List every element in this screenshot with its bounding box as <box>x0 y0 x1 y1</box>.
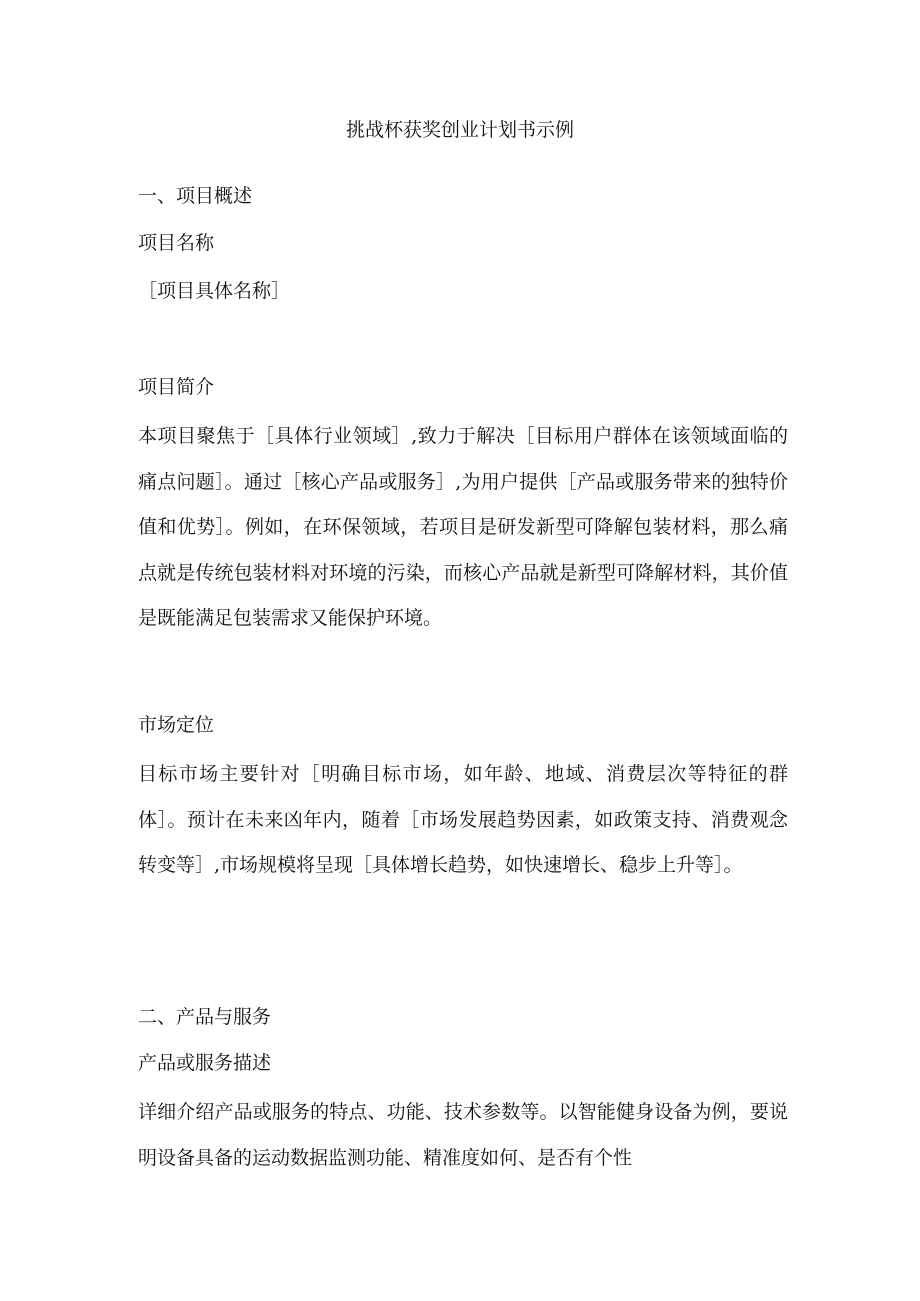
section-heading-overview: 一、项目概述 <box>138 185 253 207</box>
project-name-value: ［项目具体名称］ <box>138 280 291 302</box>
project-intro-paragraph: 本项目聚焦于［具体行业领域］,致力于解决［目标用户群体在该领域面临的痛点问题］。通过［核心产品或服务］,为用户提供［产品或服务带来的独特价值和优势］。例如，在环保领域，若项目是研发新型可降解包装材料，那么痛点就是传统包装材料对环境的污染，而核心产品就是新型可降解材料，其价值是既能满足包装需求又能保护环境。 <box>138 425 788 629</box>
project-name-heading: 项目名称 <box>138 232 215 254</box>
product-description-heading: 产品或服务描述 <box>138 1052 272 1074</box>
market-positioning-paragraph: 目标市场主要针对［明确目标市场，如年龄、地域、消费层次等特征的群体］。预计在未来凶年内，随着［市场发展趋势因素，如政策支持、消费观念转变等］,市场规模将呈现［具体增长趋势，如快速增长、稳步上升等］。 <box>138 763 788 876</box>
market-positioning-heading: 市场定位 <box>138 714 215 736</box>
section-heading-products: 二、产品与服务 <box>138 1006 272 1028</box>
project-intro-heading: 项目简介 <box>138 376 215 398</box>
product-description-paragraph: 详细介绍产品或服务的特点、功能、技术参数等。以智能健身设备为例，要说明设备具备的运动数据监测功能、精准度如何、是否有个性 <box>138 1101 788 1169</box>
document-title: 挑战杯获奖创业计划书示例 <box>345 119 574 141</box>
